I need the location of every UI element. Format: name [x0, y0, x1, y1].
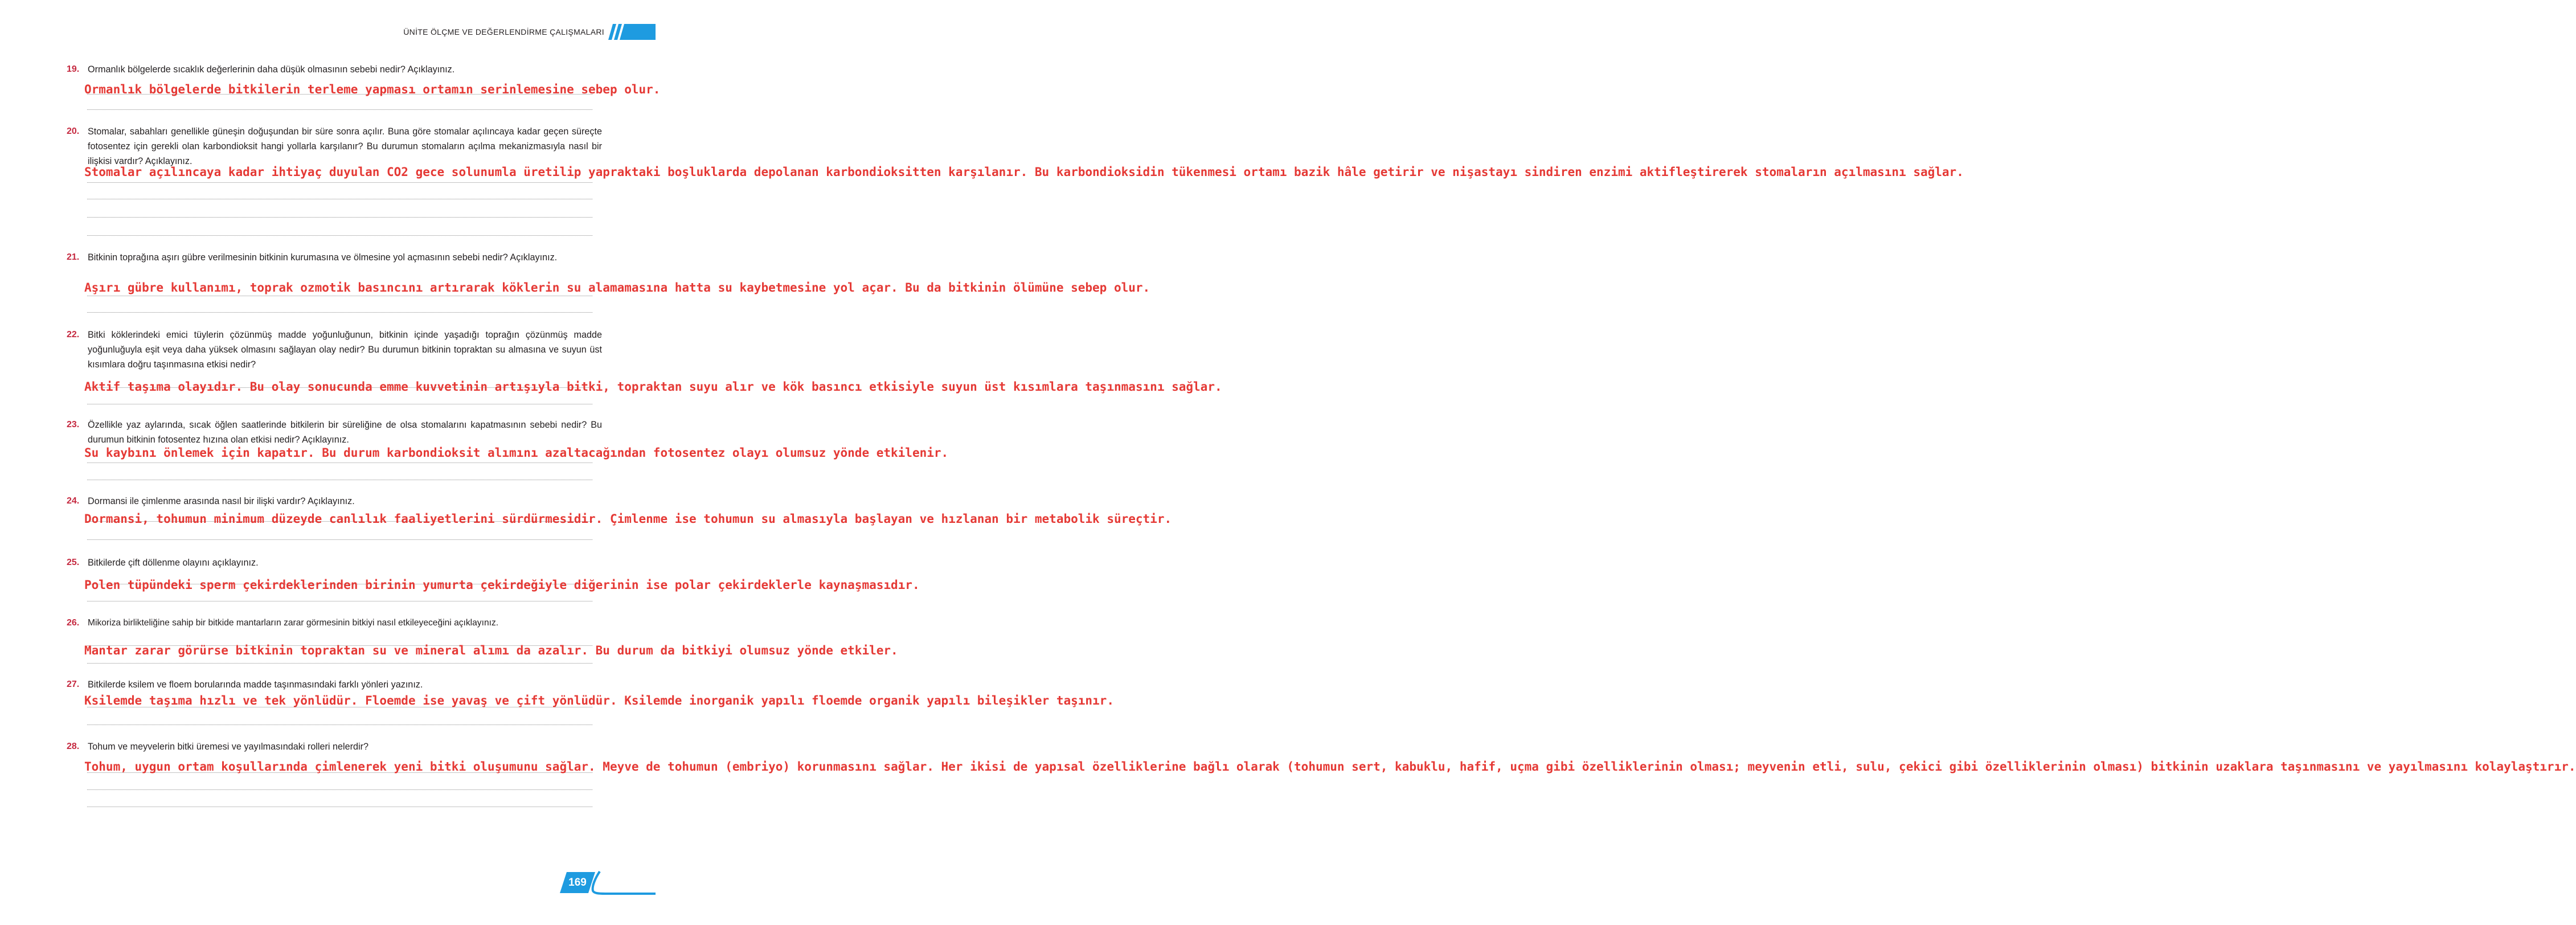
answer-line	[87, 539, 592, 540]
question-text: Bitkinin toprağına aşırı gübre verilmesinin bitkinin kurumasına ve ölmesine yol açmasının sebebi nedir? Açıklayınız.	[88, 252, 558, 263]
answer-line	[87, 663, 592, 664]
answer-line	[87, 789, 592, 790]
answer-24: Dormansi, tohumun minimum düzeyde canlılık faaliyetlerini sürdürmesidir. Çimlenme ise tohumun su almasıyla başlayan ve hızlanan bir metabolik süreçtir.	[84, 512, 1172, 526]
question-20	[67, 124, 602, 169]
answer-23: Su kaybını önlemek için kapatır. Bu durum karbondioksit alımını azaltacağından fotosentez olayı olumsuz yönde etkilenir.	[84, 446, 949, 460]
question-text: Dormansi ile çimlenme arasında nasıl bir ilişki vardır? Açıklayınız.	[88, 496, 355, 506]
page-number: 169	[568, 877, 587, 889]
question-number: 24.	[67, 496, 80, 506]
question-number: 23.	[67, 420, 80, 429]
question-number: 26.	[67, 618, 80, 628]
answer-25: Polen tüpündeki sperm çekirdeklerinden birinin yumurta çekirdeğiyle diğerinin ise polar çekirdeklerle kaynaşmasıdır.	[84, 578, 920, 592]
question-text: Mikoriza birlikteliğine sahip bir bitkide mantarların zarar görmesinin bitkiyi nasıl etkileyeceğini açıklayınız.	[88, 618, 499, 628]
question-number: 25.	[67, 558, 80, 567]
question-text: Ormanlık bölgelerde sıcaklık değerlerinin daha düşük olmasının sebebi nedir? Açıklayınız.	[88, 64, 455, 75]
answer-28: Tohum, uygun ortam koşullarında çimlenerek yeni bitki oluşumunu sağlar. Meyve de tohumun (embriyo) korunmasını sağlar. Her ikisi de yapısal özelliklerine bağlı olarak (tohumun sert, kabuklu, hafif, uçma gibi özelliklerinin olması; meyvenin etli, sulu, çekici gibi özelliklerinin olması) bitkinin uzaklara taşınmasını ve yayılmasını kolaylaştırır.	[84, 760, 2576, 773]
answer-26: Mantar zarar görürse bitkinin topraktan su ve mineral alımı da azalır. Bu durum da bitkiyi olumsuz yönde etkiler.	[84, 644, 898, 657]
question-text: Bitkilerde ksilem ve floem borularında madde taşınmasındaki farklı yönleri yazınız.	[88, 680, 423, 690]
answer-22: Aktif taşıma olayıdır. Bu olay sonucunda emme kuvvetinin artışıyla bitki, topraktan suyu alır ve kök basıncı etkisiyle suyun üst kısımlara taşınmasını sağlar.	[84, 380, 1222, 394]
answer-line	[87, 217, 592, 218]
question-number: 22.	[67, 330, 80, 339]
page-header-title: ÜNİTE ÖLÇME VE DEĞERLENDİRME ÇALIŞMALARI	[403, 27, 604, 36]
question-number: 20.	[67, 126, 80, 136]
question-25	[67, 555, 602, 570]
question-23	[67, 418, 602, 447]
question-text: Stomalar, sabahları genellikle güneşin doğuşundan bir süre sonra açılır. Buna göre stomalar açılıncaya kadar geçen süreçte fotosentez için gerekli olan karbondioksit hangi yollarla karşılanır? Bu durumun stomaların açılma mekanizmasıyla nasıl bir ilişkisi vardır? Açıklayınız.	[88, 126, 602, 166]
question-text: Tohum ve meyvelerin bitki üremesi ve yayılmasındaki rolleri nelerdir?	[88, 742, 369, 752]
header-stripes-decoration	[608, 22, 656, 42]
question-21	[67, 250, 602, 265]
answer-line	[87, 235, 592, 236]
answer-line	[87, 109, 592, 110]
question-19	[67, 62, 602, 77]
answer-27: Ksilemde taşıma hızlı ve tek yönlüdür. Floemde ise yavaş ve çift yönlüdür. Ksilemde inorganik yapılı floemde organik yapılı bileşikler taşınır.	[84, 694, 1114, 707]
answer-20: Stomalar açılıncaya kadar ihtiyaç duyulan CO2 gece solunumla üretilip yapraktaki boşluklarda depolanan karbondioksitten karşılanır. Bu karbondioksidin tükenmesi ortamı bazik hâle getirir ve nişastayı sindiren enzimi aktifleştirerek stomaların açılmasını sağlar.	[84, 165, 1964, 179]
question-number: 19.	[67, 64, 80, 74]
question-text: Özellikle yaz aylarında, sıcak öğlen saatlerinde bitkilerin bir süreliğine de olsa stomalarını kapatmasının sebebi nedir? Bu durumun bitkinin fotosentez hızına olan etkisi nedir? Açıklayınız.	[88, 420, 602, 445]
question-text: Bitkilerde çift döllenme olayını açıklayınız.	[88, 558, 259, 568]
question-22	[67, 328, 602, 372]
question-24	[67, 494, 602, 509]
question-27	[67, 677, 602, 692]
question-26	[67, 616, 602, 631]
answer-19: Ormanlık bölgelerde bitkilerin terleme yapması ortamın serinlemesine sebep olur.	[84, 83, 661, 96]
answer-line	[87, 312, 592, 313]
question-number: 27.	[67, 680, 80, 689]
question-28	[67, 739, 602, 754]
answer-21: Aşırı gübre kullanımı, toprak ozmotik basıncını artırarak köklerin su alamamasına hatta su kaybetmesine yol açar. Bu da bitkinin ölümüne sebep olur.	[84, 281, 1150, 294]
question-number: 28.	[67, 742, 80, 751]
question-number: 21.	[67, 252, 80, 262]
question-text: Bitki köklerindeki emici tüylerin çözünmüş madde yoğunluğunun, bitkinin içinde yaşadığı toprağın çözünmüş madde yoğunluğuyla eşit veya daha yüksek olmasını sağlayan olay nedir? Bu durumun bitkinin topraktan su almasına ve suyun üst kısımlara doğru taşınmasına etkisi nedir?	[88, 330, 602, 370]
answer-line	[87, 182, 592, 183]
